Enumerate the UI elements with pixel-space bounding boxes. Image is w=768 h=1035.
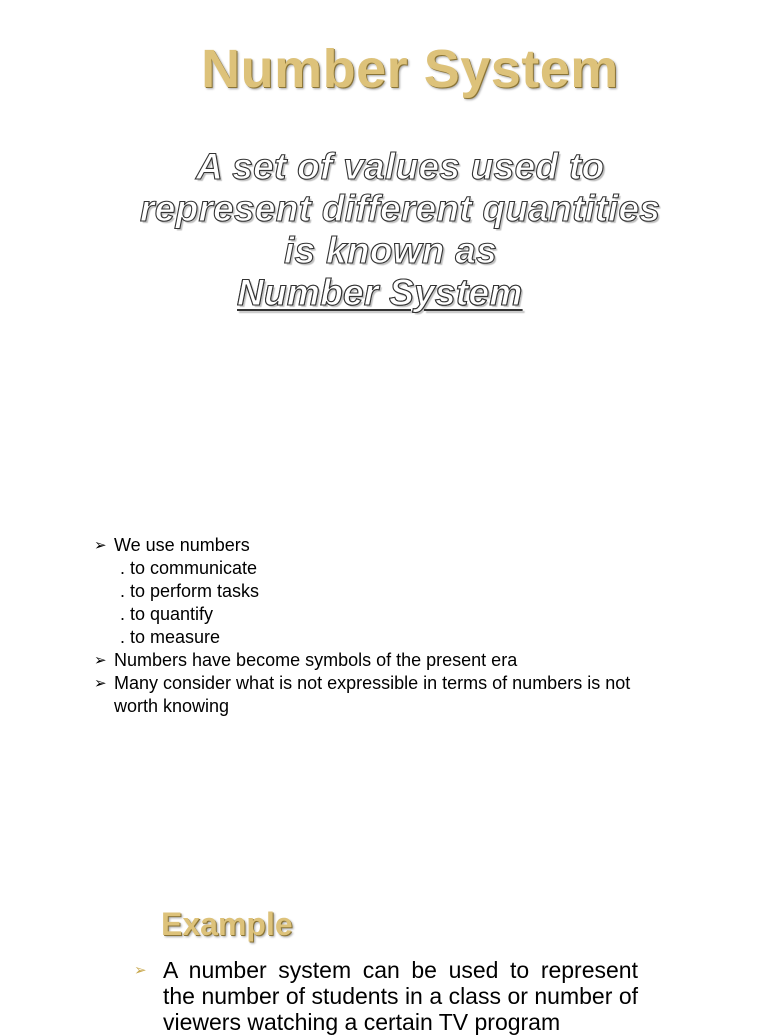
list-item-text: Numbers have become symbols of the present era bbox=[114, 650, 518, 670]
sub-item: . to measure bbox=[120, 627, 221, 647]
example-body bbox=[134, 957, 638, 1035]
list-item bbox=[94, 649, 654, 672]
list-item-text: Many consider what is not expressible in terms of numbers is not worth knowing bbox=[114, 673, 631, 716]
sub-item: . to quantify bbox=[120, 604, 214, 624]
definition-line-3: is known as bbox=[284, 230, 498, 271]
example-heading: Example bbox=[161, 906, 293, 942]
arrow-bullet-icon: ➢ bbox=[94, 537, 107, 554]
bullet-list bbox=[94, 534, 654, 718]
definition-line-1: A set of values used to bbox=[196, 146, 605, 187]
definition-line-2: represent different quantities bbox=[140, 188, 661, 229]
example-item bbox=[134, 957, 638, 1035]
arrow-bullet-icon: ➢ bbox=[134, 962, 147, 979]
arrow-bullet-icon: ➢ bbox=[94, 675, 107, 692]
sub-item: . to communicate bbox=[120, 558, 258, 578]
list-item-text: We use numbers bbox=[114, 535, 250, 555]
sub-item: . to perform tasks bbox=[120, 581, 260, 601]
list-item bbox=[94, 534, 654, 557]
list-item bbox=[94, 672, 654, 718]
page-title: Number System bbox=[201, 39, 619, 99]
example-text: A number system can be used to represent the number of students in a class or number of viewers watching a certain TV program bbox=[163, 957, 638, 1035]
arrow-bullet-icon: ➢ bbox=[94, 652, 107, 669]
definition-term: Number System bbox=[237, 272, 523, 313]
